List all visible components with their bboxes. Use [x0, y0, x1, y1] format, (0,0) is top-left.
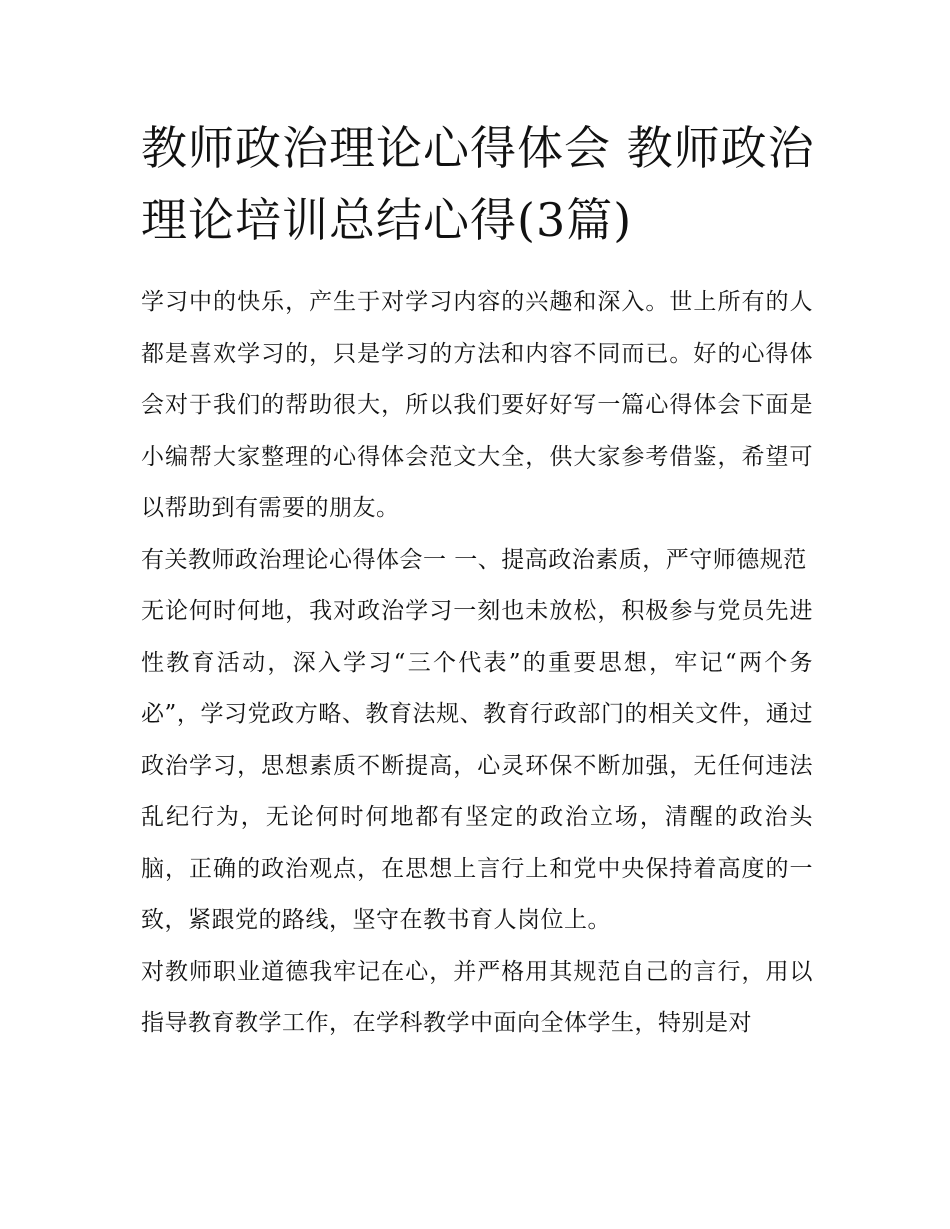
document-body — [141, 277, 813, 1050]
paragraph-heading-one: 有关教师政治理论心得体会一 一、提高政治素质，严守师德规范 — [141, 546, 807, 573]
paragraph-intro: 学习中的快乐，产生于对学习内容的兴趣和深入。世上所有的人都是喜欢学习的，只是学习的方法和内容不同而已。好的心得体会对于我们的帮助很大，所以我们要好好写一篇心得体会下面是小编帮大家整理的心得体会范文大全，供大家参考借鉴，希望可以帮助到有需要的朋友。 — [141, 289, 813, 521]
paragraph-professional-ethics: 对教师职业道德我牢记在心，并严格用其规范自己的言行，用以指导教育教学工作，在学科教学中面向全体学生，特别是对 — [141, 958, 813, 1036]
paragraph-political-study: 无论何时何地，我对政治学习一刻也未放松，积极参与党员先进性教育活动，深入学习“三个代表”的重要思想，牢记“两个务必”，学习党政方略、教育法规、教育行政部门的相关文件，通过政治学习，思想素质不断提高，心灵环保不断加强，无任何违法乱纪行为，无论何时何地都有坚定的政治立场，清醒的政治头脑，正确的政治观点，在思想上言行上和党中央保持着高度的一致，紧跟党的路线，坚守在教书育人岗位上。 — [141, 598, 813, 933]
document-title: 教师政治理论心得体会 教师政治理论培训总结心得(3篇) — [141, 121, 815, 247]
